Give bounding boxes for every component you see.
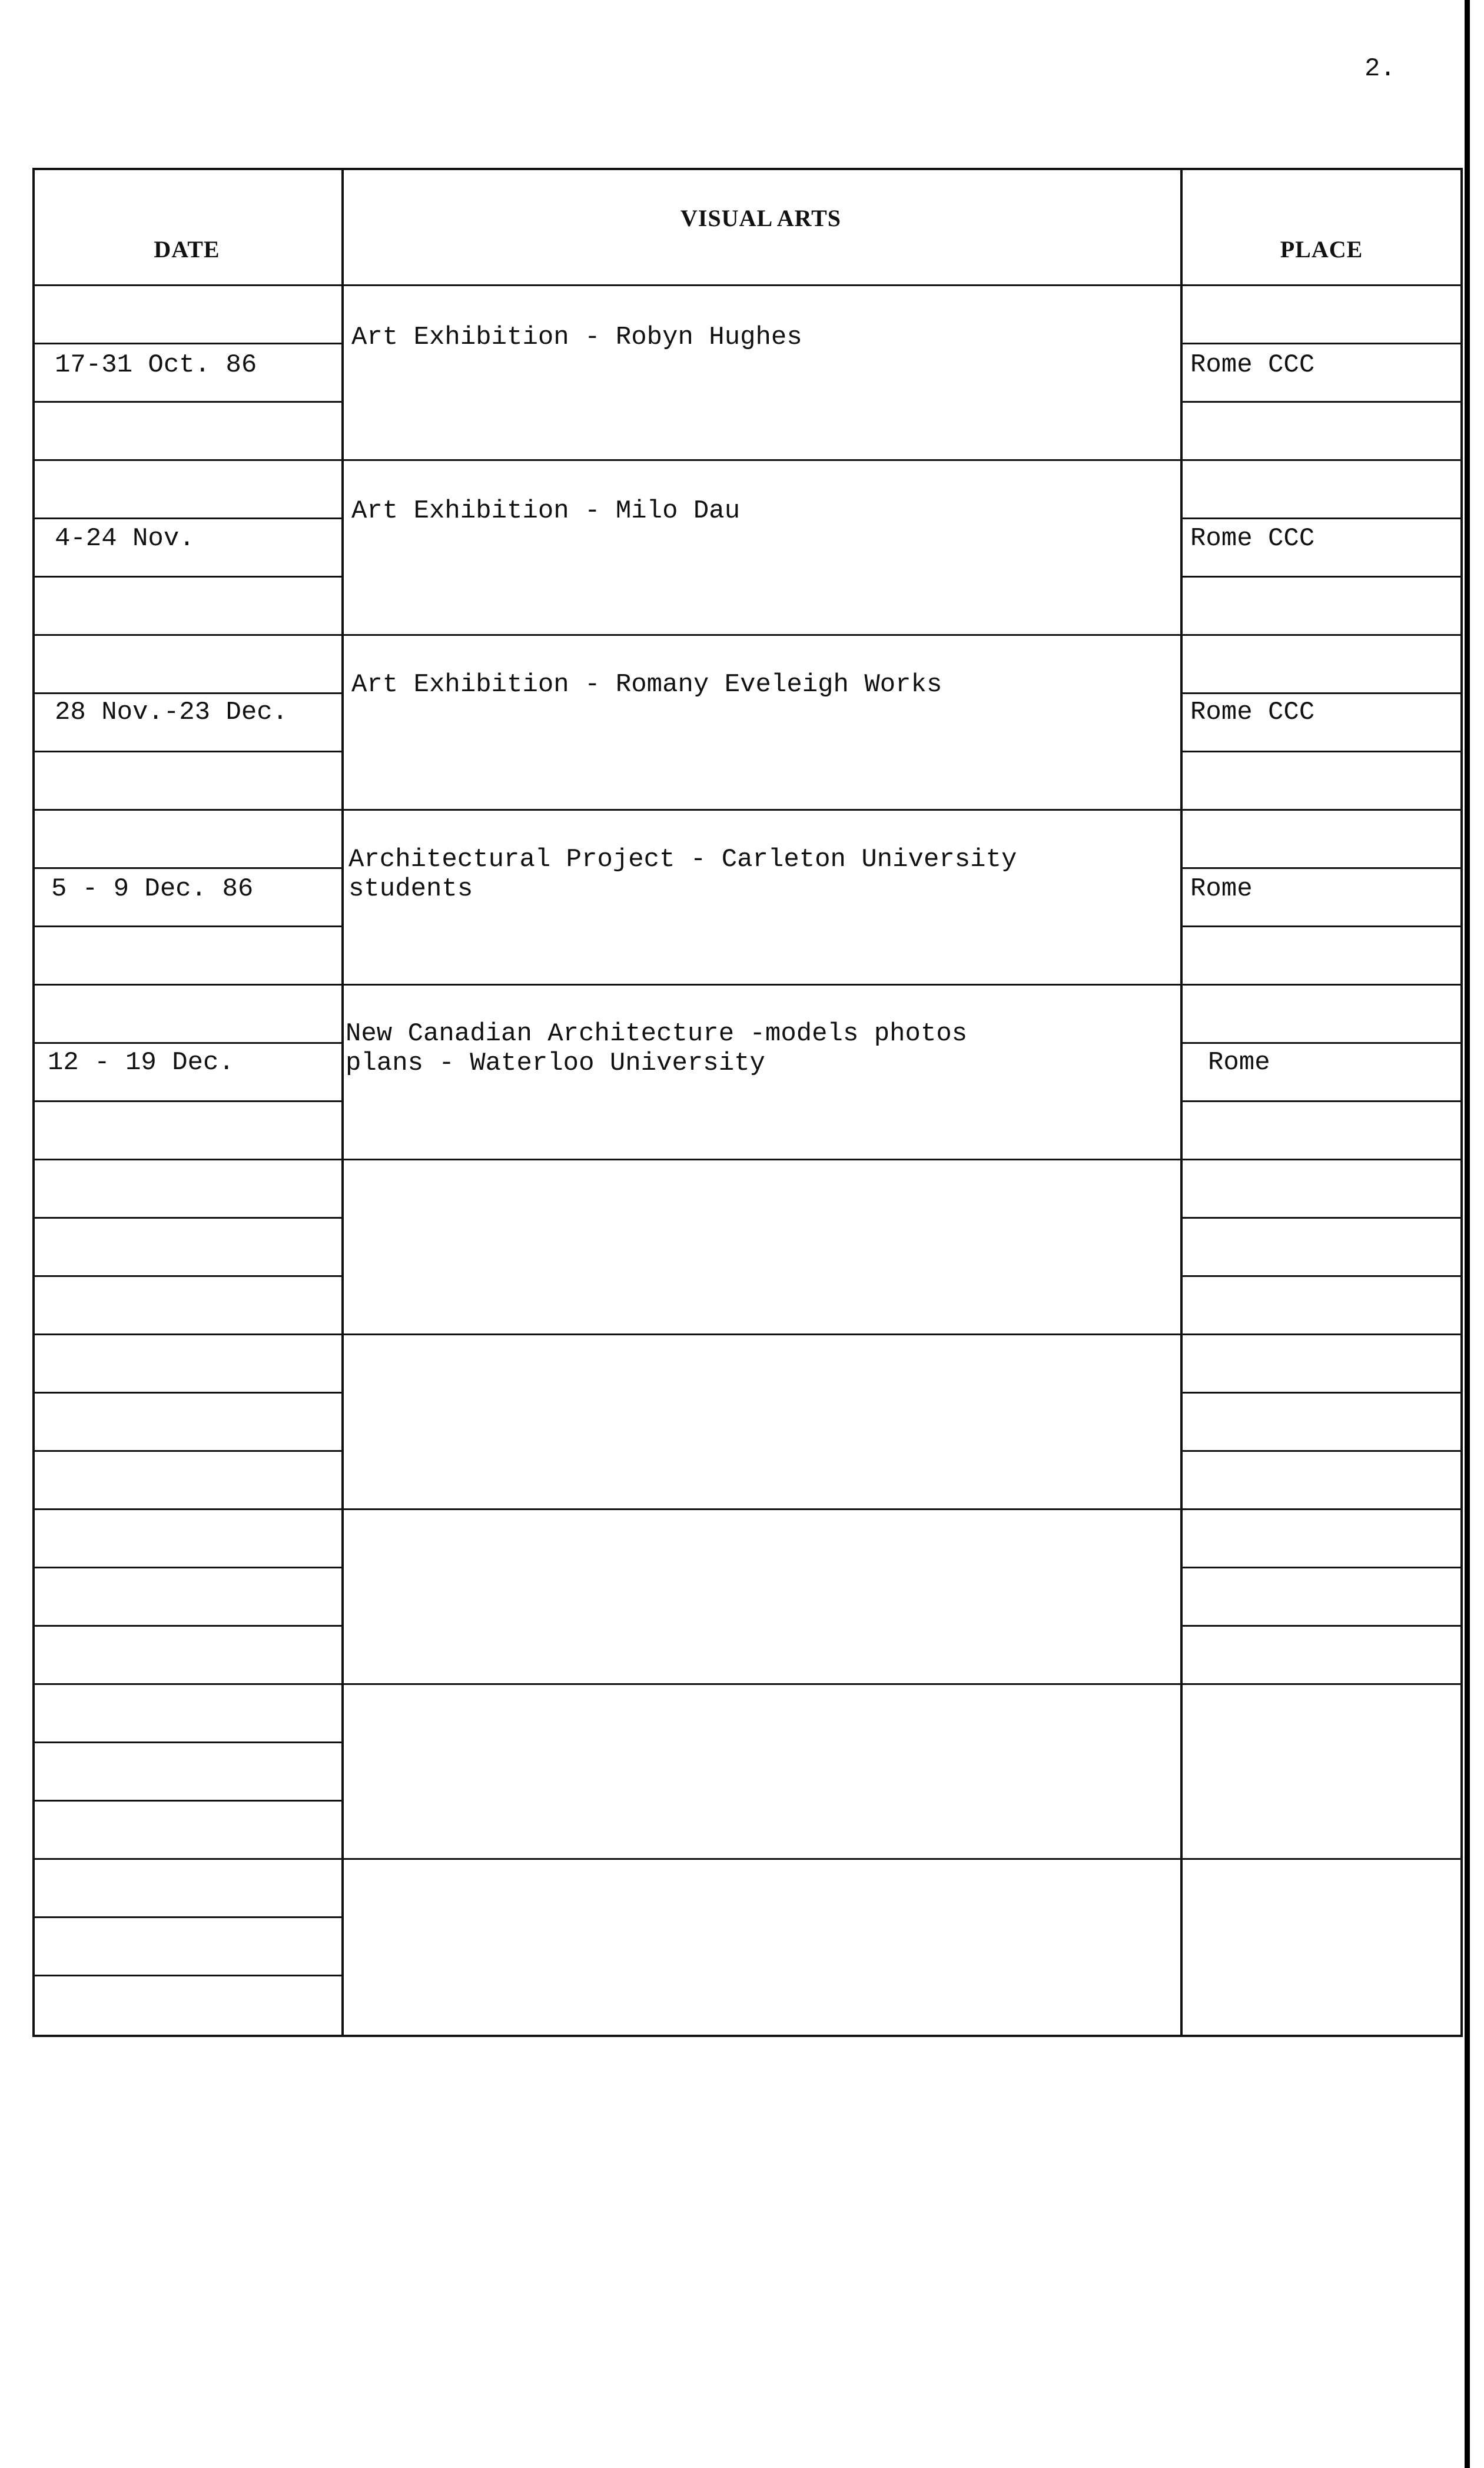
sub-rule [32, 1975, 341, 1976]
sub-rule [32, 867, 341, 869]
row-place: Rome CCC [1190, 350, 1315, 380]
row-date: 12 - 19 Dec. [48, 1048, 234, 1077]
row-rule [32, 459, 1463, 461]
row-event: Art Exhibition - Robyn Hughes [351, 323, 802, 352]
binder-edge [1465, 0, 1470, 2468]
sub-rule [1180, 401, 1463, 403]
sub-rule [1180, 751, 1463, 752]
row-rule [32, 634, 1463, 636]
row-rule [32, 984, 1463, 986]
sub-rule [1180, 576, 1463, 578]
table-frame [32, 168, 1463, 2037]
sub-rule [32, 343, 341, 344]
sub-rule [32, 518, 341, 519]
row-place: Rome CCC [1190, 524, 1315, 553]
sub-rule [1180, 926, 1463, 927]
sub-rule [1180, 1100, 1463, 1102]
row-event: New Canadian Architecture -models photos plans - Waterloo University [346, 1019, 968, 1078]
sub-rule [32, 1625, 341, 1627]
row-place: Rome [1190, 874, 1253, 904]
sub-rule [32, 1916, 341, 1918]
header-date: DATE [154, 236, 220, 263]
row-rule [32, 1333, 1463, 1335]
sub-rule [1180, 692, 1463, 694]
sub-rule [32, 1392, 341, 1394]
sub-rule [1180, 1275, 1463, 1277]
row-place: Rome CCC [1190, 698, 1315, 727]
sub-rule [32, 576, 341, 578]
header-place: PLACE [1280, 236, 1363, 263]
row-date: 28 Nov.-23 Dec. [55, 698, 288, 727]
visual-arts-schedule-table [32, 168, 1463, 2037]
sub-rule [32, 692, 341, 694]
sub-rule [32, 401, 341, 403]
column-divider-date [341, 168, 344, 2037]
sub-rule [32, 1042, 341, 1044]
column-divider-place [1180, 168, 1183, 2037]
row-date: 4-24 Nov. [55, 524, 195, 553]
sub-rule [32, 1450, 341, 1452]
row-event: Art Exhibition - Milo Dau [351, 496, 741, 526]
header-visual-arts: VISUAL ARTS [680, 205, 842, 231]
sub-rule [1180, 1625, 1463, 1627]
row-rule [32, 809, 1463, 811]
sub-rule [32, 926, 341, 927]
sub-rule [1180, 1450, 1463, 1452]
sub-rule [32, 1800, 341, 1802]
header-rule [32, 284, 1463, 286]
sub-rule [1180, 1392, 1463, 1394]
row-rule [32, 1858, 1463, 1860]
row-event: Architectural Project - Carleton University students [348, 845, 1017, 904]
row-rule [32, 1159, 1463, 1160]
page-number: 2. [1365, 54, 1396, 84]
sub-rule [1180, 1042, 1463, 1044]
row-rule [32, 1508, 1463, 1510]
row-date: 5 - 9 Dec. 86 [51, 874, 254, 904]
sub-rule [32, 1100, 341, 1102]
row-date: 17-31 Oct. 86 [55, 350, 257, 380]
sub-rule [1180, 1217, 1463, 1219]
sub-rule [32, 1567, 341, 1568]
sub-rule [32, 1217, 341, 1219]
sub-rule [1180, 1567, 1463, 1568]
sub-rule [1180, 518, 1463, 519]
row-rule [32, 1683, 1463, 1685]
row-place: Rome [1208, 1048, 1270, 1077]
sub-rule [32, 1741, 341, 1743]
row-event: Art Exhibition - Romany Eveleigh Works [351, 670, 942, 699]
sub-rule [1180, 867, 1463, 869]
sub-rule [32, 751, 341, 752]
sub-rule [32, 1275, 341, 1277]
sub-rule [1180, 343, 1463, 344]
